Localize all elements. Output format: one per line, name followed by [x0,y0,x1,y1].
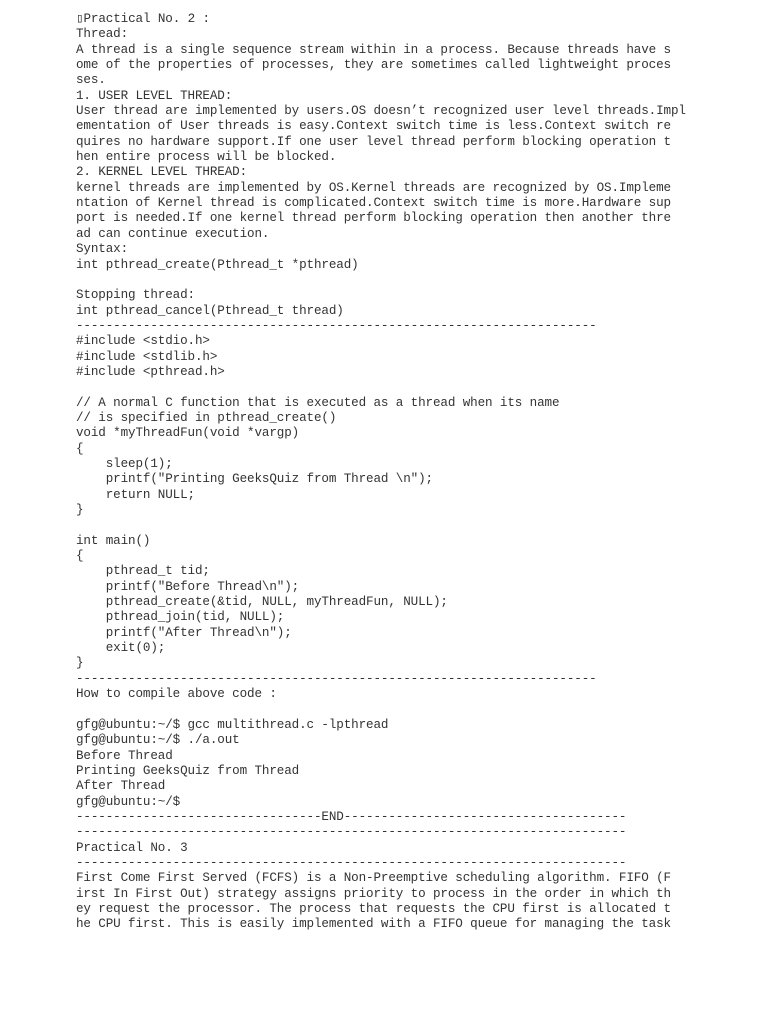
text-line: void *myThreadFun(void *vargp) [76,426,300,441]
text-line: Stopping thread: [76,288,195,303]
text-line: // is specified in pthread_create() [76,410,337,425]
text-line: port is needed.If one kernel thread perform blocking operation then another thre [76,211,671,226]
text-line: hen entire process will be blocked. [76,150,337,165]
text-line: pthread_t tid; [76,564,210,579]
text-line: ---------------------------------------------------------------------- [76,318,597,333]
text-line: ---------------------------------------------------------------------- [76,671,597,686]
text-line: 1. USER LEVEL THREAD: [76,88,233,103]
text-line: } [76,656,84,671]
text-line: ad can continue execution. [76,226,270,241]
text-line: he CPU first. This is easily implemented with a FIFO queue for managing the task [76,917,671,932]
text-line: User thread are implemented by users.OS doesn’t recognized user level threads.Impl [76,104,686,119]
text-line: gfg@ubuntu:~/$ ./a.out [76,733,240,748]
text-line: quires no hardware support.If one user level thread perform blocking operation t [76,134,671,149]
text-line: ey request the processor. The process that requests the CPU first is allocated t [76,901,671,916]
text-line: } [76,503,84,517]
text-line: ▯Practical No. 2 : [76,12,210,26]
text-line: irst In First Out) strategy assigns priority to process in the order in which th [76,886,671,901]
text-line [76,518,756,533]
text-line: sleep(1); [76,456,173,471]
text-line: ntation of Kernel thread is complicated.Context switch time is more.Hardware sup [76,196,671,211]
text-line: ses. [76,73,106,88]
text-line: #include <pthread.h> [76,364,225,379]
text-line: pthread_create(&tid, NULL, myThreadFun, NULL); [76,595,448,610]
text-line: Practical No. 3 [76,840,188,855]
text-line: Syntax: [76,242,129,257]
text-line: printf("Before Thread\n"); [76,579,300,594]
text-line: exit(0); [76,641,166,656]
document-page [76,12,756,933]
text-line: Before Thread [76,748,173,763]
text-line: ementation of User threads is easy.Context switch time is less.Context switch re [76,119,671,134]
text-line: int main() [76,533,151,548]
text-line: Printing GeeksQuiz from Thread [76,763,300,778]
text-line: int pthread_cancel(Pthread_t thread) [76,303,344,318]
text-line: { [76,441,84,456]
text-line [76,380,756,395]
text-line: gfg@ubuntu:~/$ gcc multithread.c -lpthread [76,717,389,732]
text-line: Thread: [76,27,129,42]
text-line: -------------------------------------------------------------------------- [76,825,627,840]
text-line: 2. KERNEL LEVEL THREAD: [76,165,248,180]
text-line: ome of the properties of processes, they are sometimes called lightweight proces [76,58,671,73]
text-line: -------------------------------------------------------------------------- [76,855,627,870]
text-line: After Thread [76,779,166,794]
text-line: // A normal C function that is executed as a thread when its name [76,395,560,410]
text-line: First Come First Served (FCFS) is a Non-Preemptive scheduling algorithm. FIFO (F [76,871,671,886]
text-line: pthread_join(tid, NULL); [76,610,285,625]
text-line: printf("Printing GeeksQuiz from Thread \n"); [76,472,433,487]
text-line: gfg@ubuntu:~/$ [76,794,181,809]
text-line: { [76,549,84,564]
text-line [76,273,756,288]
text-line: How to compile above code : [76,687,277,702]
text-line: int pthread_create(Pthread_t *pthread) [76,257,359,272]
text-line: #include <stdio.h> [76,334,210,349]
text-line: kernel threads are implemented by OS.Kernel threads are recognized by OS.Impleme [76,180,671,195]
text-line: return NULL; [76,487,195,502]
text-line: A thread is a single sequence stream within in a process. Because threads have s [76,42,671,57]
text-line [76,702,756,717]
text-line: printf("After Thread\n"); [76,625,292,640]
text-line: #include <stdlib.h> [76,349,218,364]
text-line: ---------------------------------END-------------------------------------- [76,809,627,824]
